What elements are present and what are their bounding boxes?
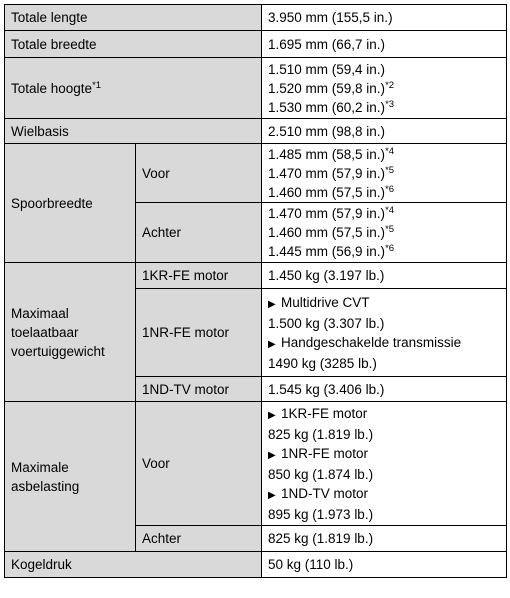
value-text: 825 kg (1.819 lb.) xyxy=(268,426,374,442)
value-wielbasis: 2.510 mm (98,8 in.) xyxy=(262,119,507,144)
label-1nd-tv-motor: 1ND-TV motor xyxy=(136,377,262,402)
triangle-right-icon: ▶ xyxy=(268,409,276,421)
value-line xyxy=(268,183,500,202)
specifications-table xyxy=(4,4,507,578)
value-line xyxy=(268,98,500,117)
value-as-voor xyxy=(262,402,507,526)
value-text: 1.470 mm (57,9 in.) xyxy=(268,206,386,221)
value-1kr-fe-gewicht: 1.450 kg (3.197 lb.) xyxy=(262,263,507,289)
footnote-mark: *5 xyxy=(385,224,395,235)
value-line xyxy=(268,145,500,164)
value-line xyxy=(268,204,500,223)
label-spoor-achter: Achter xyxy=(136,203,262,263)
table-row xyxy=(5,58,507,119)
value-text: 1.470 mm (57,9 in.) xyxy=(268,165,386,181)
value-spoor-achter xyxy=(262,203,507,263)
value-line xyxy=(268,354,500,373)
value-text: 1.500 kg (3.307 lb.) xyxy=(268,315,385,331)
footnote-mark: *2 xyxy=(385,79,395,91)
label-maximale-asbelasting xyxy=(5,402,136,552)
value-line xyxy=(268,404,500,425)
label-as-achter: Achter xyxy=(136,526,262,552)
footnote-mark: *4 xyxy=(385,145,395,157)
footnote-mark: *3 xyxy=(385,98,395,110)
value-line xyxy=(268,314,500,333)
value-text: 1.510 mm (59,4 in.) xyxy=(268,61,386,77)
triangle-right-icon: ▶ xyxy=(268,489,276,501)
label-totale-hoogte xyxy=(5,58,262,119)
value-text: 895 kg (1.973 lb.) xyxy=(268,506,374,522)
footnote-mark: *1 xyxy=(92,79,102,91)
footnote-mark: *5 xyxy=(385,164,395,176)
label-kogeldruk: Kogeldruk xyxy=(5,552,262,578)
label-spoor-voor: Voor xyxy=(136,144,262,203)
value-as-achter: 825 kg (1.819 lb.) xyxy=(262,526,507,552)
label-totale-breedte: Totale breedte xyxy=(5,31,262,58)
value-line xyxy=(268,444,500,465)
table-row xyxy=(5,31,507,58)
label-as-voor: Voor xyxy=(136,402,262,526)
triangle-right-icon: ▶ xyxy=(268,298,276,310)
value-line xyxy=(268,223,500,242)
label-line: Maximaal xyxy=(11,305,69,321)
value-line xyxy=(268,484,500,505)
value-text: 1.445 mm (56,9 in.) xyxy=(268,244,386,259)
value-kogeldruk: 50 kg (110 lb.) xyxy=(262,552,507,578)
value-text: 1.520 mm (59,8 in.) xyxy=(268,80,386,96)
value-totale-breedte: 1.695 mm (66,7 in.) xyxy=(262,31,507,58)
value-line xyxy=(268,242,500,261)
value-totale-hoogte xyxy=(262,58,507,119)
table-row xyxy=(5,402,507,526)
value-1nr-fe-gewicht xyxy=(262,289,507,377)
footnote-mark: *6 xyxy=(385,243,395,254)
value-text: 1ND-TV motor xyxy=(281,485,369,501)
table-row xyxy=(5,5,507,31)
footnote-mark: *4 xyxy=(385,205,395,216)
table-row xyxy=(5,144,507,203)
value-text: 1.460 mm (57,5 in.) xyxy=(268,225,386,240)
triangle-right-icon: ▶ xyxy=(268,449,276,461)
value-line xyxy=(268,505,500,524)
value-text: 1NR-FE motor xyxy=(281,445,369,461)
label-totale-lengte: Totale lengte xyxy=(5,5,262,31)
value-text: 1KR-FE motor xyxy=(281,405,368,421)
label-line: asbelasting xyxy=(11,478,80,494)
value-text: 1.485 mm (58,5 in.) xyxy=(268,146,386,162)
value-line xyxy=(268,465,500,484)
value-text: 1.530 mm (60,2 in.) xyxy=(268,99,386,115)
value-line xyxy=(268,333,500,354)
label-text: Totale hoogte xyxy=(11,80,93,96)
label-wielbasis: Wielbasis xyxy=(5,119,262,144)
label-spoorbreedte: Spoorbreedte xyxy=(5,144,136,263)
value-spoor-voor xyxy=(262,144,507,203)
value-line xyxy=(268,60,500,79)
label-line: voertuiggewicht xyxy=(11,343,105,359)
label-1nr-fe-motor: 1NR-FE motor xyxy=(136,289,262,377)
value-line xyxy=(268,293,500,314)
label-1kr-fe-motor: 1KR-FE motor xyxy=(136,263,262,289)
label-line: Maximale xyxy=(11,459,69,475)
label-maximaal-voertuiggewicht xyxy=(5,263,136,402)
value-line xyxy=(268,79,500,98)
label-line: toelaatbaar xyxy=(11,324,79,340)
value-totale-lengte: 3.950 mm (155,5 in.) xyxy=(262,5,507,31)
footnote-mark: *6 xyxy=(385,183,395,195)
value-line xyxy=(268,425,500,444)
triangle-right-icon: ▶ xyxy=(268,338,276,350)
value-text: 1490 kg (3285 lb.) xyxy=(268,355,377,371)
value-1nd-tv-gewicht: 1.545 kg (3.406 lb.) xyxy=(262,377,507,402)
value-text: 850 kg (1.874 lb.) xyxy=(268,466,374,482)
table-row xyxy=(5,552,507,578)
value-text: Multidrive CVT xyxy=(281,294,370,310)
value-text: 1.460 mm (57,5 in.) xyxy=(268,184,386,200)
value-line xyxy=(268,164,500,183)
value-text: Handgeschakelde transmissie xyxy=(281,334,462,350)
table-row xyxy=(5,119,507,144)
table-row xyxy=(5,263,507,289)
